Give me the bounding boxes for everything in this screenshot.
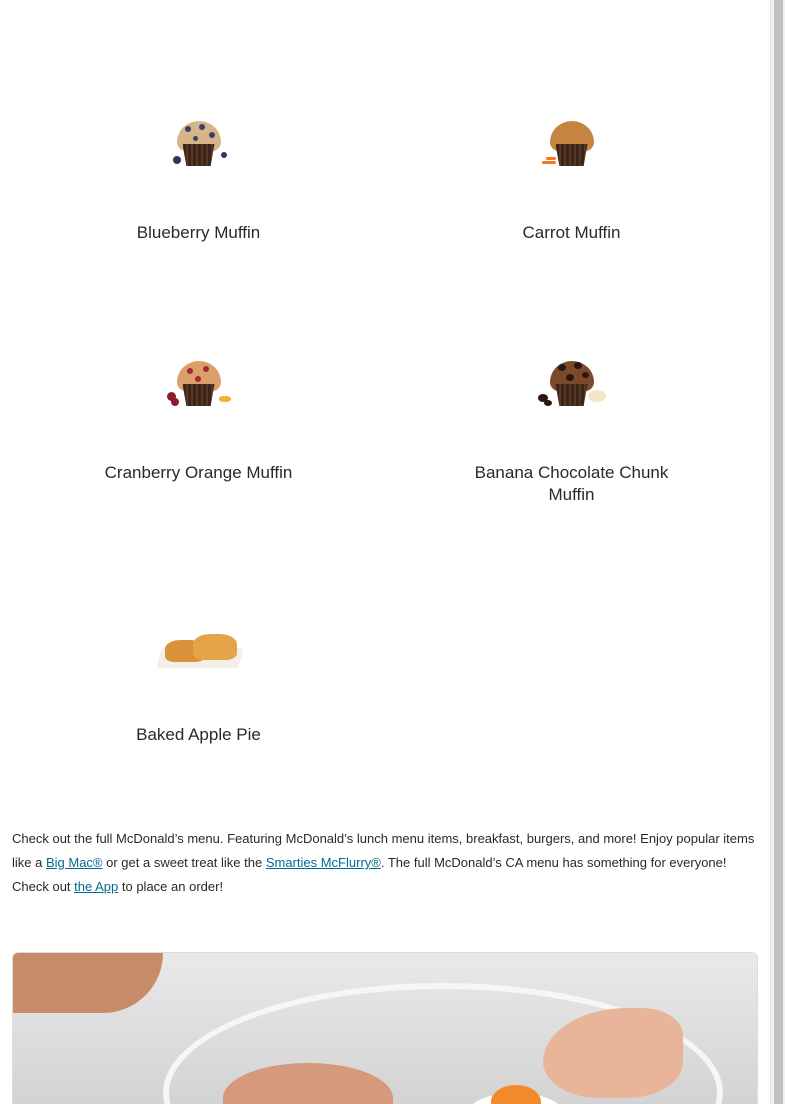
description-text: Check out the full McDonald’s menu. Featuring McDonald’s lunch menu items, breakfast, burgers, and more! Enjoy popular items like a: [12, 831, 755, 870]
menu-item-label[interactable]: Blueberry Muffin: [136, 223, 261, 242]
baked-apple-pie-image[interactable]: [149, 606, 249, 686]
menu-item-baked-apple-pie[interactable]: [12, 606, 385, 746]
smarties-mcflurry-link[interactable]: Smarties McFlurry®: [265, 855, 381, 870]
menu-item-banana-chocolate-chunk-muffin[interactable]: [385, 344, 758, 506]
menu-description: [12, 827, 760, 899]
menu-item-cranberry-orange-muffin[interactable]: [12, 344, 385, 484]
cranberry-orange-muffin-image[interactable]: [149, 344, 249, 424]
arm-image: [13, 953, 163, 1013]
banana-chocolate-chunk-muffin-image[interactable]: [522, 344, 622, 424]
the-app-link[interactable]: the App: [74, 879, 119, 894]
promo-image-card[interactable]: [12, 952, 758, 1104]
menu-item-label[interactable]: Baked Apple Pie: [136, 725, 261, 744]
blueberry-muffin-image[interactable]: [149, 104, 249, 184]
carrot-muffin-image[interactable]: [522, 104, 622, 184]
big-mac-link[interactable]: Big Mac®: [45, 855, 103, 870]
menu-item-label[interactable]: Cranberry Orange Muffin: [104, 463, 293, 482]
scrollbar[interactable]: [770, 0, 785, 1104]
description-text: or get a sweet treat like the: [102, 855, 266, 870]
scrollbar-thumb[interactable]: [774, 0, 783, 1104]
menu-item-blueberry-muffin[interactable]: [12, 104, 385, 244]
menu-item-label[interactable]: Carrot Muffin: [522, 223, 621, 242]
description-text: . The full McDonald’s CA menu has something for everyone! Check out: [12, 855, 727, 894]
menu-item-label[interactable]: Banana Chocolate Chunk Muffin: [474, 463, 669, 504]
menu-item-carrot-muffin[interactable]: [385, 104, 758, 244]
description-text: to place an order!: [118, 879, 224, 894]
